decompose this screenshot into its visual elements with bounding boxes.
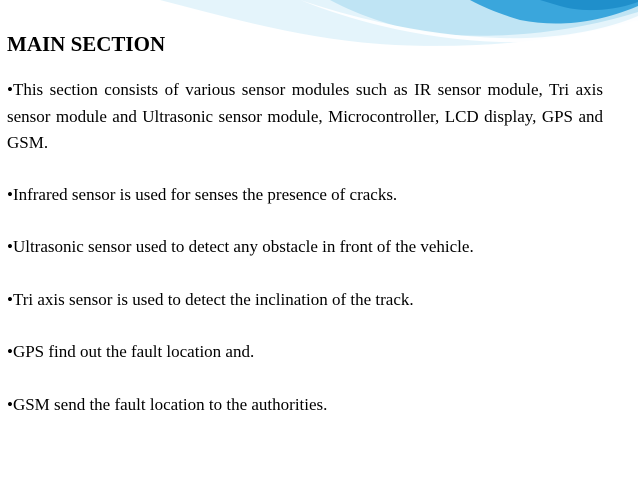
bullet-item: •GPS find out the fault location and. xyxy=(7,342,255,361)
bullet-item: •Infrared sensor is used for senses the presence of cracks. xyxy=(7,184,398,204)
bullet-item: •This section consists of various sensor modules such as IR sensor module, Tri axis sensor module and Ultrasonic sensor module, Microcontroller, LCD display, GPS and GSM. xyxy=(7,80,603,152)
slide-title: MAIN SECTION xyxy=(7,32,166,56)
bullet-item: •Ultrasonic sensor used to detect any obstacle in front of the vehicle. xyxy=(7,237,474,256)
bullet-item: •Tri axis sensor is used to detect the inclination of the track. xyxy=(7,289,414,309)
bullet-item: •GSM send the fault location to the authorities. xyxy=(7,394,328,414)
bullet-list xyxy=(7,77,603,444)
